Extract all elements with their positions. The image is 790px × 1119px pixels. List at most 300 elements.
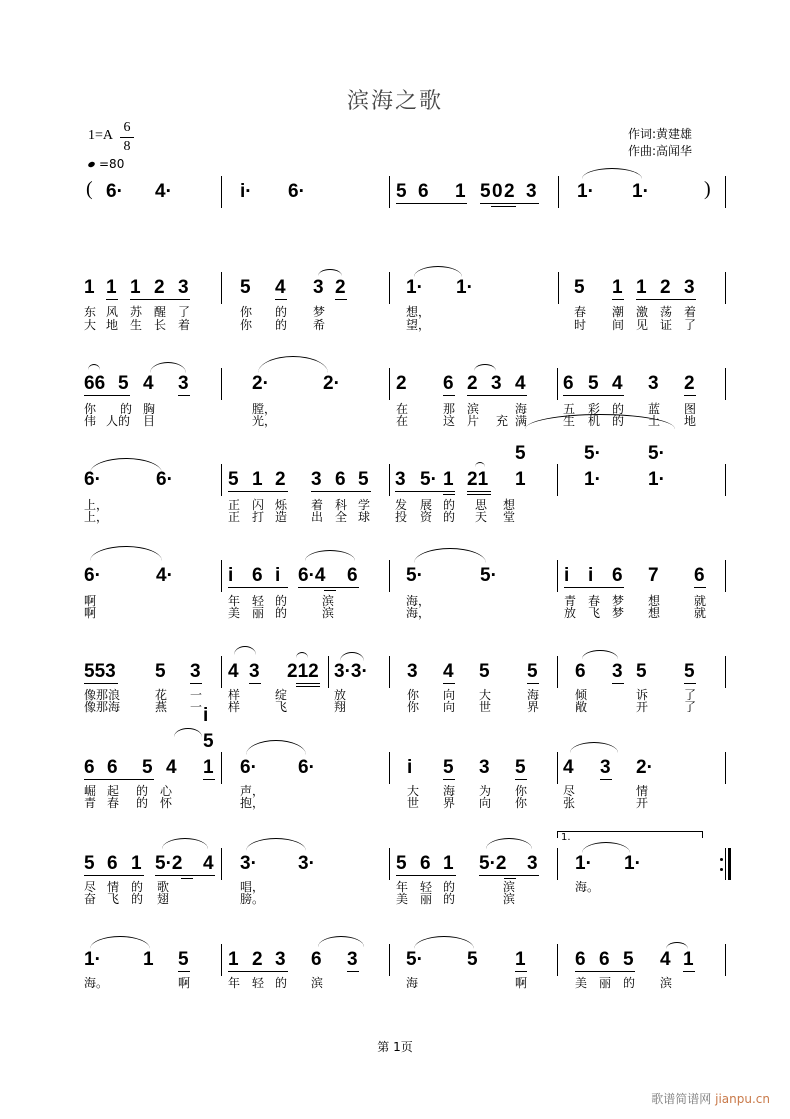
note: 6 [563,373,574,394]
lyric: 的 [612,414,625,428]
note: 3 [612,661,623,682]
note: 1· [632,181,649,202]
lyric: 海 [443,784,456,798]
lyric: 梦 [612,594,625,608]
lyric: 激 [636,305,649,319]
beam [480,203,539,204]
lyric: 光， [252,414,277,428]
lyric: 在 [396,414,409,428]
lyric: 膛， [252,402,277,416]
note: 6· [106,181,123,202]
beam [181,878,193,879]
note: 2 [660,277,671,298]
lyric: 的 [275,318,288,332]
lyric: 证 [660,318,673,332]
lyric: 美 [396,892,409,906]
note: 5 [396,853,407,874]
beam [443,683,455,684]
note: 3 [526,181,537,202]
note: 1 [130,277,141,298]
beam [249,683,261,684]
system-intro [0,176,790,216]
close-paren: ) [704,178,711,200]
note: 6 [311,949,322,970]
lyric: 你 [407,700,420,714]
lyric: 滨 [322,606,335,620]
beam [694,587,706,588]
note: 3 [178,277,189,298]
note: 6 [347,565,358,586]
note: 4· [155,181,172,202]
note: 2 [275,469,286,490]
note: 21 [467,469,489,490]
lyric: 就 [694,594,707,608]
beam [84,779,154,780]
note: 6· [156,469,173,490]
note: 1· [456,277,473,298]
lyric: 你 [407,688,420,702]
barline [725,944,726,976]
beam [479,875,539,876]
barline [725,176,726,208]
note: 3 [275,949,286,970]
lyric: 海。 [84,976,109,990]
note: 3 [313,277,324,298]
note: 5· [480,565,497,586]
composer: 作曲:高闻华 [628,144,693,158]
lyric: 的 [275,594,288,608]
note: i [407,757,413,778]
note: 2· [636,757,653,778]
note-harmony: 5 [203,731,214,752]
lyric: 出 [311,510,324,524]
beam [575,971,635,972]
lyric: 一 [190,700,203,714]
note: 4 [612,373,623,394]
lyric: 唱， [240,880,265,894]
lyric: 啊 [515,976,528,990]
system-1 [0,272,790,332]
beam [527,683,539,684]
lyric: 目 [143,414,156,428]
tie [305,550,355,561]
lyric: 绽 [275,688,288,702]
note: 1 [252,469,263,490]
barline [221,368,222,400]
note: 6· [240,757,257,778]
lyric: 丽 [420,892,433,906]
beam [130,299,190,300]
time-denominator: 8 [123,139,131,154]
note: 3 [311,469,322,490]
beam [324,590,336,591]
note: 2· [323,373,340,394]
lyric: 着 [684,305,697,319]
lyric: 想 [648,606,661,620]
lyric: 尽 [563,784,576,798]
volta-bracket [557,831,703,843]
lyric: 开 [636,700,649,714]
lyric: 充 [496,414,509,428]
lyric: 向 [443,688,456,702]
barline [557,560,558,592]
note: 6 [575,949,586,970]
lyric: 飞 [588,606,601,620]
note: 5 [684,661,695,682]
beam [228,491,288,492]
lyric: 时 [574,318,587,332]
note-harmony: 5 [515,443,526,464]
note: 4 [563,757,574,778]
lyric: 的 [275,606,288,620]
tie [318,936,364,947]
note: 2 [252,949,263,970]
barline [221,848,222,880]
note: 6· [84,565,101,586]
barline [389,848,390,880]
beam [296,686,320,687]
beam [106,299,118,300]
lyric: 资 [420,510,433,524]
note: 2 [504,181,515,202]
lyric: 膀。 [240,892,265,906]
note: 6 [84,757,95,778]
lyric: 投 [395,510,408,524]
beam [190,683,202,684]
note: 5 [84,853,95,874]
page-number: 第 1页 [377,1040,413,1054]
lyric: 飞 [107,892,120,906]
lyric: 情 [636,784,649,798]
note: 5 [467,949,478,970]
lyric: 花 [155,688,168,702]
barline [725,848,726,880]
note: 2 [154,277,165,298]
note: 3 [395,469,406,490]
barline [221,560,222,592]
lyric: 发 [395,498,408,512]
note: 4 [660,949,671,970]
note: 3 [407,661,418,682]
lyric: 的 [623,976,636,990]
lyric: 像那海 [84,700,121,714]
tie [582,650,618,659]
lyric: 的 [131,892,144,906]
lyric: 的 [443,880,456,894]
lyric: 啊 [84,594,97,608]
lyric: 打 [252,510,265,524]
barline [221,176,222,208]
note: 5· [406,949,423,970]
note: 6 [612,565,623,586]
note: 4 [228,661,239,682]
lyric: 的 [612,402,625,416]
tempo-marking [88,157,124,171]
tie [414,936,474,949]
note: 6 [443,373,454,394]
lyric: 的 [136,784,149,798]
note: 1 [443,469,454,490]
lyric: 美 [228,606,241,620]
barline [328,656,329,688]
barline [389,272,390,304]
note: 6 [575,661,586,682]
note: 3 [190,661,201,682]
note: 4 [443,661,454,682]
note: 5 [155,661,166,682]
note: 4 [275,277,286,298]
note: 5 [443,757,454,778]
note: 5 [527,661,538,682]
note: 3 [347,949,358,970]
lyric: 上， [84,498,109,512]
note: 3 [600,757,611,778]
lyric: 的 [275,305,288,319]
beam [298,587,359,588]
lyric: 间 [612,318,625,332]
lyric: 造 [275,510,288,524]
lyric: 梦 [612,606,625,620]
note: 3 [527,853,538,874]
beam [563,395,624,396]
beam [504,878,516,879]
system-5 [0,660,790,720]
lyric: 尽 [84,880,97,894]
lyric: 开 [636,796,649,810]
note: 5 [358,469,369,490]
note: 1 [84,277,95,298]
lyric: 一 [190,688,203,702]
beam [491,206,516,207]
lyric: 滨 [503,880,516,894]
lyric: 的 [275,976,288,990]
lyric: 年 [228,594,241,608]
tie [150,362,186,373]
lyric: 世 [407,796,420,810]
lyric: 地 [684,414,697,428]
note: 1· [584,469,601,490]
system-4 [0,564,790,624]
lyric: 你 [515,796,528,810]
beam [467,491,491,492]
lyric: 希 [313,318,326,332]
lyric: 的 [443,892,456,906]
lyric: 的 [131,880,144,894]
lyric: 的 [120,402,133,416]
lyric: 的 [443,510,456,524]
lyric: 彩 [588,402,601,416]
note: 6·4 [298,565,326,586]
lyric: 滨 [322,594,335,608]
note: 1 [515,469,526,490]
quarter-note-icon [87,161,95,168]
barline [389,944,390,976]
lyric: 样 [228,688,241,702]
note: 3 [178,373,189,394]
note: 6· [84,469,101,490]
note: 5 [588,373,599,394]
lyric: 你 [84,402,97,416]
key-signature: 1=A [88,128,114,143]
beam [684,395,696,396]
lyric: 想， [406,305,431,319]
lyric: 望， [406,318,431,332]
beam [395,491,455,492]
note: 1 [203,757,214,778]
beam [228,587,288,588]
note: 5 [623,949,634,970]
tie [162,838,208,849]
lyric: 青 [84,796,97,810]
barline [557,656,558,688]
lyric: 海 [406,976,419,990]
beam [396,203,467,204]
lyric: 青 [564,594,577,608]
beam [683,971,695,972]
lyric: 燕 [155,700,168,714]
barline [725,272,726,304]
lyric: 片 [467,414,480,428]
note: 6 [418,181,429,202]
tie [475,462,485,467]
note: 5 [240,277,251,298]
lyric: 着 [311,498,324,512]
barline [557,848,558,880]
note: 2· [252,373,269,394]
tie [414,548,486,563]
lyric: 胸 [143,402,156,416]
lyric: 土 [648,414,661,428]
lyric: 长 [154,318,167,332]
note: 6 [335,469,346,490]
note: 1 [683,949,694,970]
note: 4 [203,853,214,874]
lyric: 满 [515,414,528,428]
lyric: 在 [396,402,409,416]
note: 7 [648,565,659,586]
system-8 [0,948,790,998]
credits [628,126,692,160]
beam [178,395,190,396]
tie [174,728,202,737]
lyric: 球 [358,510,371,524]
open-paren: ( [86,178,93,200]
lyric: 向 [479,796,492,810]
note: 553 [84,661,116,682]
lyric: 放 [564,606,577,620]
watermark-cn: 歌谱简谱网 [651,1092,712,1106]
note: 212 [287,661,319,682]
note: 5 [479,661,490,682]
barline [221,272,222,304]
lyric: 春 [574,305,587,319]
lyric: 苏 [130,305,143,319]
note: 5 [636,661,647,682]
beam [84,875,144,876]
lyric: 大 [407,784,420,798]
beam [467,494,491,495]
note: 3· [298,853,315,874]
lyric: 抱， [240,796,265,810]
beam [296,683,320,684]
note: 3 [648,373,659,394]
lyric: 海， [406,594,431,608]
lyric: 科 [335,498,348,512]
barline [389,560,390,592]
beam [203,779,215,780]
note: 3· [240,853,257,874]
lyric: 想 [648,594,661,608]
note-harmony: 5· [584,443,601,464]
note: 5 [396,181,407,202]
lyric: 就 [694,606,707,620]
note: 2 [684,373,695,394]
repeat-dot [720,868,723,871]
lyric: 海 [527,688,540,702]
lyric: 了 [684,688,697,702]
lyric: 生 [130,318,143,332]
song-title: 滨海之歌 [346,89,443,114]
lyric: 五 [563,402,576,416]
lyric: 怀 [160,796,173,810]
barline [558,176,559,208]
lyric: 这 [443,414,456,428]
beam [335,299,347,300]
barline [389,656,390,688]
tie [246,838,306,851]
lyric: 机 [588,414,601,428]
lyric: 梦 [313,305,326,319]
lyric: 你 [240,318,253,332]
lyric: 思 [475,498,488,512]
lyric: 翅 [157,892,170,906]
beam [515,779,527,780]
lyric: 生 [563,414,576,428]
beam [275,299,287,300]
lyric: 丽 [599,976,612,990]
note: 6 [694,565,705,586]
beam [443,494,455,495]
note: 5 [574,277,585,298]
lyric: 诉 [636,688,649,702]
lyric: 年 [396,880,409,894]
lyric: 东 [84,305,97,319]
time-signature [120,120,134,155]
lyric: 的 [443,498,456,512]
note: 1· [577,181,594,202]
note: 1· [406,277,423,298]
lyric: 滨 [467,402,480,416]
lyric: 正 [228,498,241,512]
tie [318,269,342,276]
barline [221,656,222,688]
lyric: 起 [107,784,120,798]
note: 1 [636,277,647,298]
beam [228,971,288,972]
beam [443,779,455,780]
lyric: 界 [443,796,456,810]
note: 1 [612,277,623,298]
tie [414,266,462,277]
tie [474,364,496,371]
lyric: 潮 [612,305,625,319]
lyric: 崛 [84,784,97,798]
lyric: 正 [228,510,241,524]
note: 6 [599,949,610,970]
note: i [588,565,594,586]
note: 3 [491,373,502,394]
note: 6· [288,181,305,202]
